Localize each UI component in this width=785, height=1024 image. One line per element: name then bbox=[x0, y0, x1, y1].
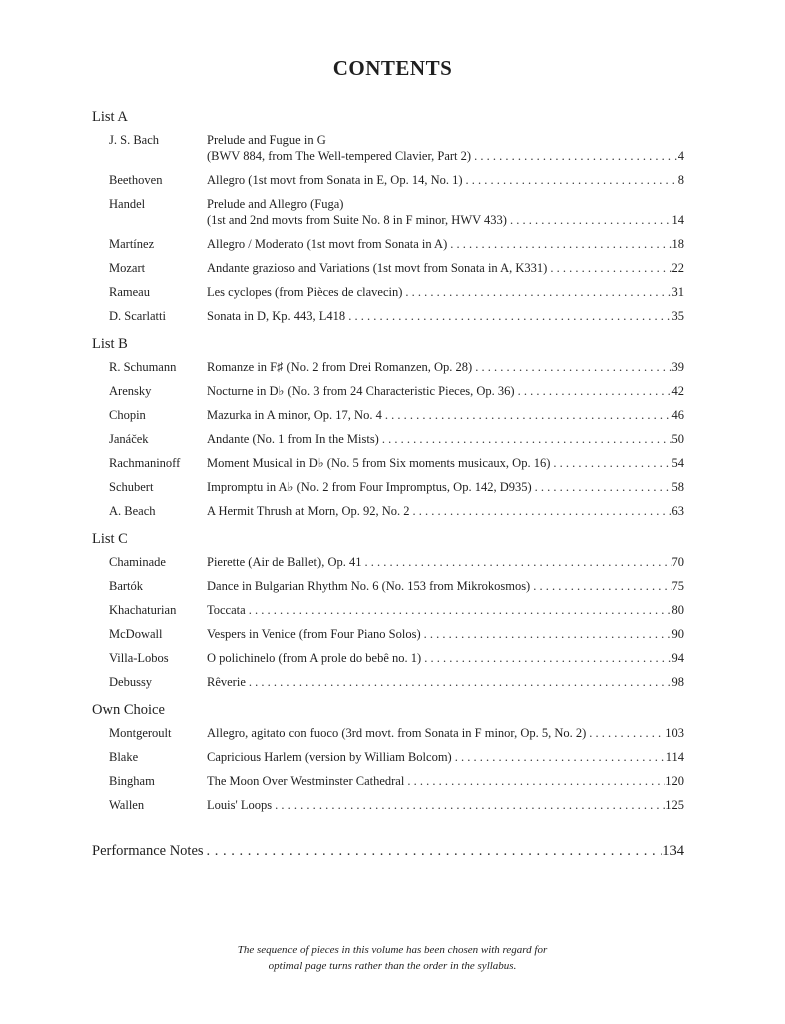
work-text: (BWV 884, from The Well-tempered Clavier, Part 2) bbox=[207, 149, 472, 163]
dot-leader bbox=[550, 455, 671, 471]
work-line bbox=[207, 773, 684, 789]
work-text: Toccata bbox=[207, 603, 246, 617]
page-number: 90 bbox=[671, 627, 684, 641]
work-title bbox=[207, 773, 684, 789]
toc-entry[interactable] bbox=[92, 407, 684, 423]
toc-entry[interactable] bbox=[92, 383, 684, 399]
work-text: Allegro (1st movt from Sonata in E, Op. 14, No. 1) bbox=[207, 173, 463, 187]
composer-name: Montgeroult bbox=[109, 726, 172, 740]
work-title bbox=[207, 383, 684, 399]
page-number: 134 bbox=[662, 843, 684, 859]
toc-entry[interactable] bbox=[92, 260, 684, 276]
page-number: 103 bbox=[665, 726, 684, 740]
work-title bbox=[207, 503, 684, 519]
performance-notes-label: Performance Notes bbox=[92, 843, 204, 859]
work-text: Prelude and Fugue in G bbox=[207, 133, 326, 147]
work-line bbox=[207, 148, 684, 164]
work-line bbox=[207, 383, 684, 399]
entry-list bbox=[92, 359, 684, 519]
composer-name: Schubert bbox=[109, 480, 154, 494]
toc-entry[interactable] bbox=[92, 626, 684, 642]
toc-entry[interactable] bbox=[92, 725, 684, 741]
composer-name: J. S. Bach bbox=[109, 133, 159, 147]
section-heading: Own Choice bbox=[92, 702, 165, 718]
work-line bbox=[207, 650, 684, 666]
work-line bbox=[207, 626, 684, 642]
composer-name: Beethoven bbox=[109, 173, 163, 187]
toc-section bbox=[92, 332, 684, 519]
toc-entry[interactable] bbox=[92, 578, 684, 594]
composer-name: McDowall bbox=[109, 627, 163, 641]
work-text: Allegro / Moderato (1st movt from Sonata in A) bbox=[207, 237, 448, 251]
work-line bbox=[207, 602, 684, 618]
work-title bbox=[207, 431, 684, 447]
work-line bbox=[207, 797, 684, 813]
toc-entry[interactable] bbox=[92, 284, 684, 300]
dot-leader bbox=[421, 626, 672, 642]
dot-leader bbox=[421, 650, 671, 666]
entry-list bbox=[92, 132, 684, 324]
work-text: Sonata in D, Kp. 443, L418 bbox=[207, 309, 346, 323]
footnote-line: The sequence of pieces in this volume has been chosen with regard for bbox=[237, 944, 548, 956]
composer-name: Mozart bbox=[109, 261, 146, 275]
page-number: 18 bbox=[671, 237, 684, 251]
toc-entry[interactable] bbox=[92, 674, 684, 690]
dot-leader bbox=[447, 236, 671, 252]
work-line bbox=[207, 359, 684, 375]
toc-entry[interactable] bbox=[92, 554, 684, 570]
page-number: 70 bbox=[671, 555, 684, 569]
dot-leader bbox=[345, 308, 671, 324]
page-number: 4 bbox=[677, 149, 684, 163]
dot-leader bbox=[586, 725, 665, 741]
page-number: 50 bbox=[671, 432, 684, 446]
work-title bbox=[207, 308, 684, 324]
footnote-line: optimal page turns rather than the order in the syllabus. bbox=[268, 960, 517, 972]
work-text: Louis' Loops bbox=[207, 798, 273, 812]
section-heading: List A bbox=[92, 109, 128, 125]
toc-entry[interactable] bbox=[92, 308, 684, 324]
work-line bbox=[207, 236, 684, 252]
work-title bbox=[207, 578, 684, 594]
page-number: 75 bbox=[671, 579, 684, 593]
toc-entry[interactable] bbox=[92, 359, 684, 375]
dot-leader bbox=[471, 148, 678, 164]
work-line bbox=[207, 172, 684, 188]
work-text: Andante grazioso and Variations (1st movt from Sonata in A, K331) bbox=[207, 261, 548, 275]
dot-leader bbox=[379, 431, 672, 447]
dot-leader bbox=[272, 797, 665, 813]
dot-leader bbox=[204, 843, 663, 860]
work-title bbox=[207, 479, 684, 495]
toc-entry[interactable] bbox=[92, 773, 684, 789]
work-title bbox=[207, 172, 684, 188]
work-line bbox=[207, 196, 684, 212]
work-title bbox=[207, 602, 684, 618]
dot-leader bbox=[507, 212, 672, 228]
work-text: Prelude and Allegro (Fuga) bbox=[207, 197, 344, 211]
page-number: 39 bbox=[671, 360, 684, 374]
page-number: 8 bbox=[677, 173, 684, 187]
work-text: A Hermit Thrush at Morn, Op. 92, No. 2 bbox=[207, 504, 410, 518]
dot-leader bbox=[410, 503, 672, 519]
page-number: 80 bbox=[671, 603, 684, 617]
work-text: Capricious Harlem (version by William Bolcom) bbox=[207, 750, 452, 764]
toc-entry[interactable] bbox=[92, 236, 684, 252]
composer-name: Bartók bbox=[109, 579, 144, 593]
work-title bbox=[207, 284, 684, 300]
work-text: Pierette (Air de Ballet), Op. 41 bbox=[207, 555, 362, 569]
dot-leader bbox=[472, 359, 671, 375]
work-title bbox=[207, 196, 684, 228]
page-number: 35 bbox=[671, 309, 684, 323]
page-number: 114 bbox=[665, 750, 684, 764]
work-text: (1st and 2nd movts from Suite No. 8 in F minor, HWV 433) bbox=[207, 213, 507, 227]
composer-name: Handel bbox=[109, 197, 146, 211]
page-title: CONTENTS bbox=[332, 56, 453, 80]
dot-leader bbox=[246, 602, 672, 618]
work-text: O polichinelo (from A prole do bebê no. 1) bbox=[207, 651, 422, 665]
composer-name: Chaminade bbox=[109, 555, 166, 569]
dot-leader bbox=[402, 284, 671, 300]
toc-entry[interactable] bbox=[92, 602, 684, 618]
work-title bbox=[207, 407, 684, 423]
work-line bbox=[207, 749, 684, 765]
composer-name: Martínez bbox=[109, 237, 155, 251]
work-title bbox=[207, 725, 684, 741]
toc-entry[interactable] bbox=[92, 797, 684, 813]
composer-name: Janáček bbox=[109, 432, 149, 446]
composer-name: Rameau bbox=[109, 285, 150, 299]
page-number: 54 bbox=[671, 456, 684, 470]
work-line bbox=[207, 479, 684, 495]
composer-name: Arensky bbox=[109, 384, 152, 398]
page-number: 63 bbox=[671, 504, 684, 518]
work-text: Dance in Bulgarian Rhythm No. 6 (No. 153 from Mikrokosmos) bbox=[207, 579, 531, 593]
toc-entry[interactable] bbox=[92, 749, 684, 765]
toc-entry[interactable] bbox=[92, 455, 684, 471]
toc-entry[interactable] bbox=[92, 196, 684, 228]
toc-section bbox=[92, 698, 684, 813]
composer-name: R. Schumann bbox=[109, 360, 177, 374]
composer-name: Chopin bbox=[109, 408, 146, 422]
work-title bbox=[207, 455, 684, 471]
work-line bbox=[207, 308, 684, 324]
composer-name: Bingham bbox=[109, 774, 155, 788]
composer-name: A. Beach bbox=[109, 504, 156, 518]
work-text: Mazurka in A minor, Op. 17, No. 4 bbox=[207, 408, 382, 422]
dot-leader bbox=[515, 383, 672, 399]
page-number: 94 bbox=[671, 651, 684, 665]
toc-section bbox=[92, 527, 684, 690]
work-title bbox=[207, 626, 684, 642]
work-title bbox=[207, 236, 684, 252]
toc-section bbox=[92, 105, 684, 324]
entry-list bbox=[92, 554, 684, 690]
work-line bbox=[207, 725, 684, 741]
work-title bbox=[207, 260, 684, 276]
section-heading: List B bbox=[92, 336, 128, 352]
work-title bbox=[207, 359, 684, 375]
composer-name: D. Scarlatti bbox=[109, 309, 166, 323]
page-number: 125 bbox=[665, 798, 684, 812]
work-line bbox=[207, 554, 684, 570]
work-title bbox=[207, 797, 684, 813]
work-text: Rêverie bbox=[207, 675, 246, 689]
page-number: 42 bbox=[671, 384, 684, 398]
composer-name: Blake bbox=[109, 750, 139, 764]
dot-leader bbox=[404, 773, 665, 789]
work-text: Allegro, agitato con fuoco (3rd movt. from Sonata in F minor, Op. 5, No. 2) bbox=[207, 726, 587, 740]
composer-name: Debussy bbox=[109, 675, 153, 689]
entry-list bbox=[92, 725, 684, 813]
performance-notes-entry[interactable] bbox=[92, 843, 684, 860]
work-line bbox=[207, 260, 684, 276]
page-number: 22 bbox=[671, 261, 684, 275]
toc-entry[interactable] bbox=[92, 132, 684, 164]
page-number: 58 bbox=[671, 480, 684, 494]
work-text: Nocturne in D♭ (No. 3 from 24 Characteristic Pieces, Op. 36) bbox=[207, 384, 515, 398]
dot-leader bbox=[246, 674, 672, 690]
work-title bbox=[207, 749, 684, 765]
page-number: 46 bbox=[671, 408, 684, 422]
page-number: 14 bbox=[671, 213, 684, 227]
work-line bbox=[207, 455, 684, 471]
composer-name: Khachaturian bbox=[109, 603, 177, 617]
dot-leader bbox=[361, 554, 671, 570]
work-text: Impromptu in A♭ (No. 2 from Four Impromptus, Op. 142, D935) bbox=[207, 480, 532, 494]
work-line bbox=[207, 132, 684, 148]
composer-name: Rachmaninoff bbox=[109, 456, 181, 470]
toc-entry[interactable] bbox=[92, 431, 684, 447]
work-text: Romanze in F♯ (No. 2 from Drei Romanzen, Op. 28) bbox=[207, 360, 473, 374]
composer-name: Wallen bbox=[109, 798, 145, 812]
page-number: 98 bbox=[671, 675, 684, 689]
toc-entry[interactable] bbox=[92, 172, 684, 188]
work-line bbox=[207, 578, 684, 594]
footnote bbox=[0, 942, 785, 974]
work-title bbox=[207, 650, 684, 666]
table-of-contents bbox=[92, 105, 684, 860]
work-text: The Moon Over Westminster Cathedral bbox=[207, 774, 405, 788]
dot-leader bbox=[382, 407, 672, 423]
work-text: Andante (No. 1 from In the Mists) bbox=[207, 432, 379, 446]
work-line bbox=[207, 284, 684, 300]
work-title bbox=[207, 674, 684, 690]
work-line bbox=[207, 503, 684, 519]
work-text: Vespers in Venice (from Four Piano Solos) bbox=[207, 627, 421, 641]
section-heading: List C bbox=[92, 531, 128, 547]
work-line bbox=[207, 212, 684, 228]
dot-leader bbox=[463, 172, 678, 188]
page-number: 120 bbox=[665, 774, 684, 788]
dot-leader bbox=[547, 260, 671, 276]
work-title bbox=[207, 554, 684, 570]
composer-name: Villa-Lobos bbox=[109, 651, 169, 665]
page-number: 31 bbox=[671, 285, 684, 299]
toc-entry[interactable] bbox=[92, 503, 684, 519]
work-text: Les cyclopes (from Pièces de clavecin) bbox=[207, 285, 403, 299]
work-line bbox=[207, 407, 684, 423]
work-line bbox=[207, 674, 684, 690]
toc-entry[interactable] bbox=[92, 479, 684, 495]
work-line bbox=[207, 431, 684, 447]
dot-leader bbox=[452, 749, 666, 765]
toc-entry[interactable] bbox=[92, 650, 684, 666]
work-text: Moment Musical in D♭ (No. 5 from Six moments musicaux, Op. 16) bbox=[207, 456, 551, 470]
dot-leader bbox=[532, 479, 672, 495]
dot-leader bbox=[530, 578, 671, 594]
work-title bbox=[207, 132, 684, 164]
